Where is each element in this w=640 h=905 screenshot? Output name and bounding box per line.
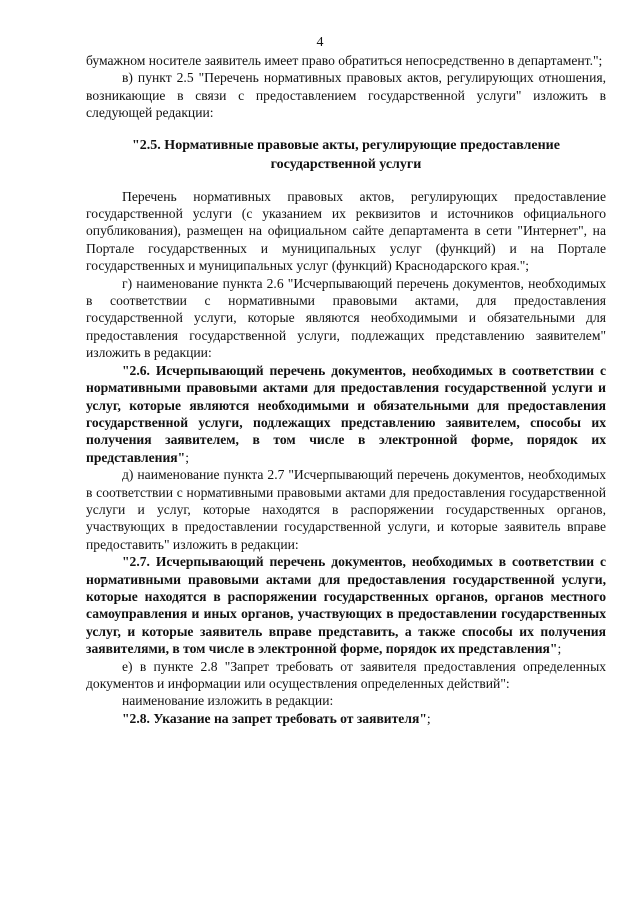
paragraph-naming: наименование изложить в редакции:	[122, 693, 334, 709]
heading-2-8-text: "2.8. Указание на запрет требовать от заявителя"	[122, 710, 427, 726]
page-number: 4	[316, 35, 324, 50]
paragraph-2-5-text: Перечень нормативных правовых актов, регулирующих предоставление государственной услуги (с указанием их реквизитов и источников официального опубликования), размещен на официальном сайте департамента в сети "Интернет", на Портале государственных и муниципальных услуг (функций) и на Портале государственных и муниципальных услуг (функций) Краснодарского края.";	[86, 188, 606, 274]
paragraph-continuation: бумажном носителе заявитель имеет право обратиться непосредственно в департамент.";	[86, 53, 603, 68]
document-body	[86, 52, 606, 727]
heading-2-7-text: "2.7. Исчерпывающий перечень документов, необходимых в соответствии с нормативными правовыми актами для предоставления государственной услуги, которые находятся в распоряжении государственных органов, органов местного самоуправления и иных органов, участвующих в предоставлении государственных услуг, и которые заявитель вправе представить, а также способы их получения заявителями, в том числе в электронной форме, порядок их представления"	[86, 554, 606, 657]
heading-2-6	[86, 362, 606, 466]
heading-2-8	[86, 710, 606, 727]
heading-2-7-tail: ;	[557, 641, 562, 657]
heading-2-7	[86, 553, 606, 657]
heading-2-6-text: "2.6. Исчерпывающий перечень документов, необходимых в соответствии с нормативными правовыми актами для предоставления государственной услуги и услуг, которые являются необходимыми и обязательными для предоставления государственной услуги, подлежащих представлению заявителем, способы их получения заявителем, в том числе в электронной форме, порядок их представления"	[86, 362, 606, 465]
paragraph-item-g: г) наименование пункта 2.6 "Исчерпывающий перечень документов, необходимых в соответствии с нормативными правовыми актами, для предоставления государственной услуги, которые являются необходимыми и обязательными для предоставления государственной услуги, подлежащих представлению заявителем" изложить в редакции:	[86, 275, 606, 361]
paragraph-item-v: в) пункт 2.5 "Перечень нормативных правовых актов, регулирующих отношения, возникающие в связи с предоставлением государственной услуги" изложить в следующей редакции:	[86, 70, 606, 121]
heading-2-5: "2.5. Нормативные правовые акты, регулирующие предоставление государственной услуги	[132, 137, 560, 172]
paragraph-item-d: д) наименование пункта 2.7 "Исчерпывающий перечень документов, необходимых в соответствии с нормативными правовыми актами для предоставления государственной услуги и услуг, которые находятся в распоряжении государственных органов, участвующих в предоставлении государственной услуги, и которые заявитель вправе предоставить" изложить в редакции:	[86, 467, 606, 552]
paragraph-item-e: е) в пункте 2.8 "Запрет требовать от заявителя предоставления определенных документов и информации или осуществления определенных действий":	[86, 658, 606, 691]
heading-2-8-tail: ;	[426, 710, 431, 726]
heading-2-6-tail: ;	[185, 449, 189, 465]
